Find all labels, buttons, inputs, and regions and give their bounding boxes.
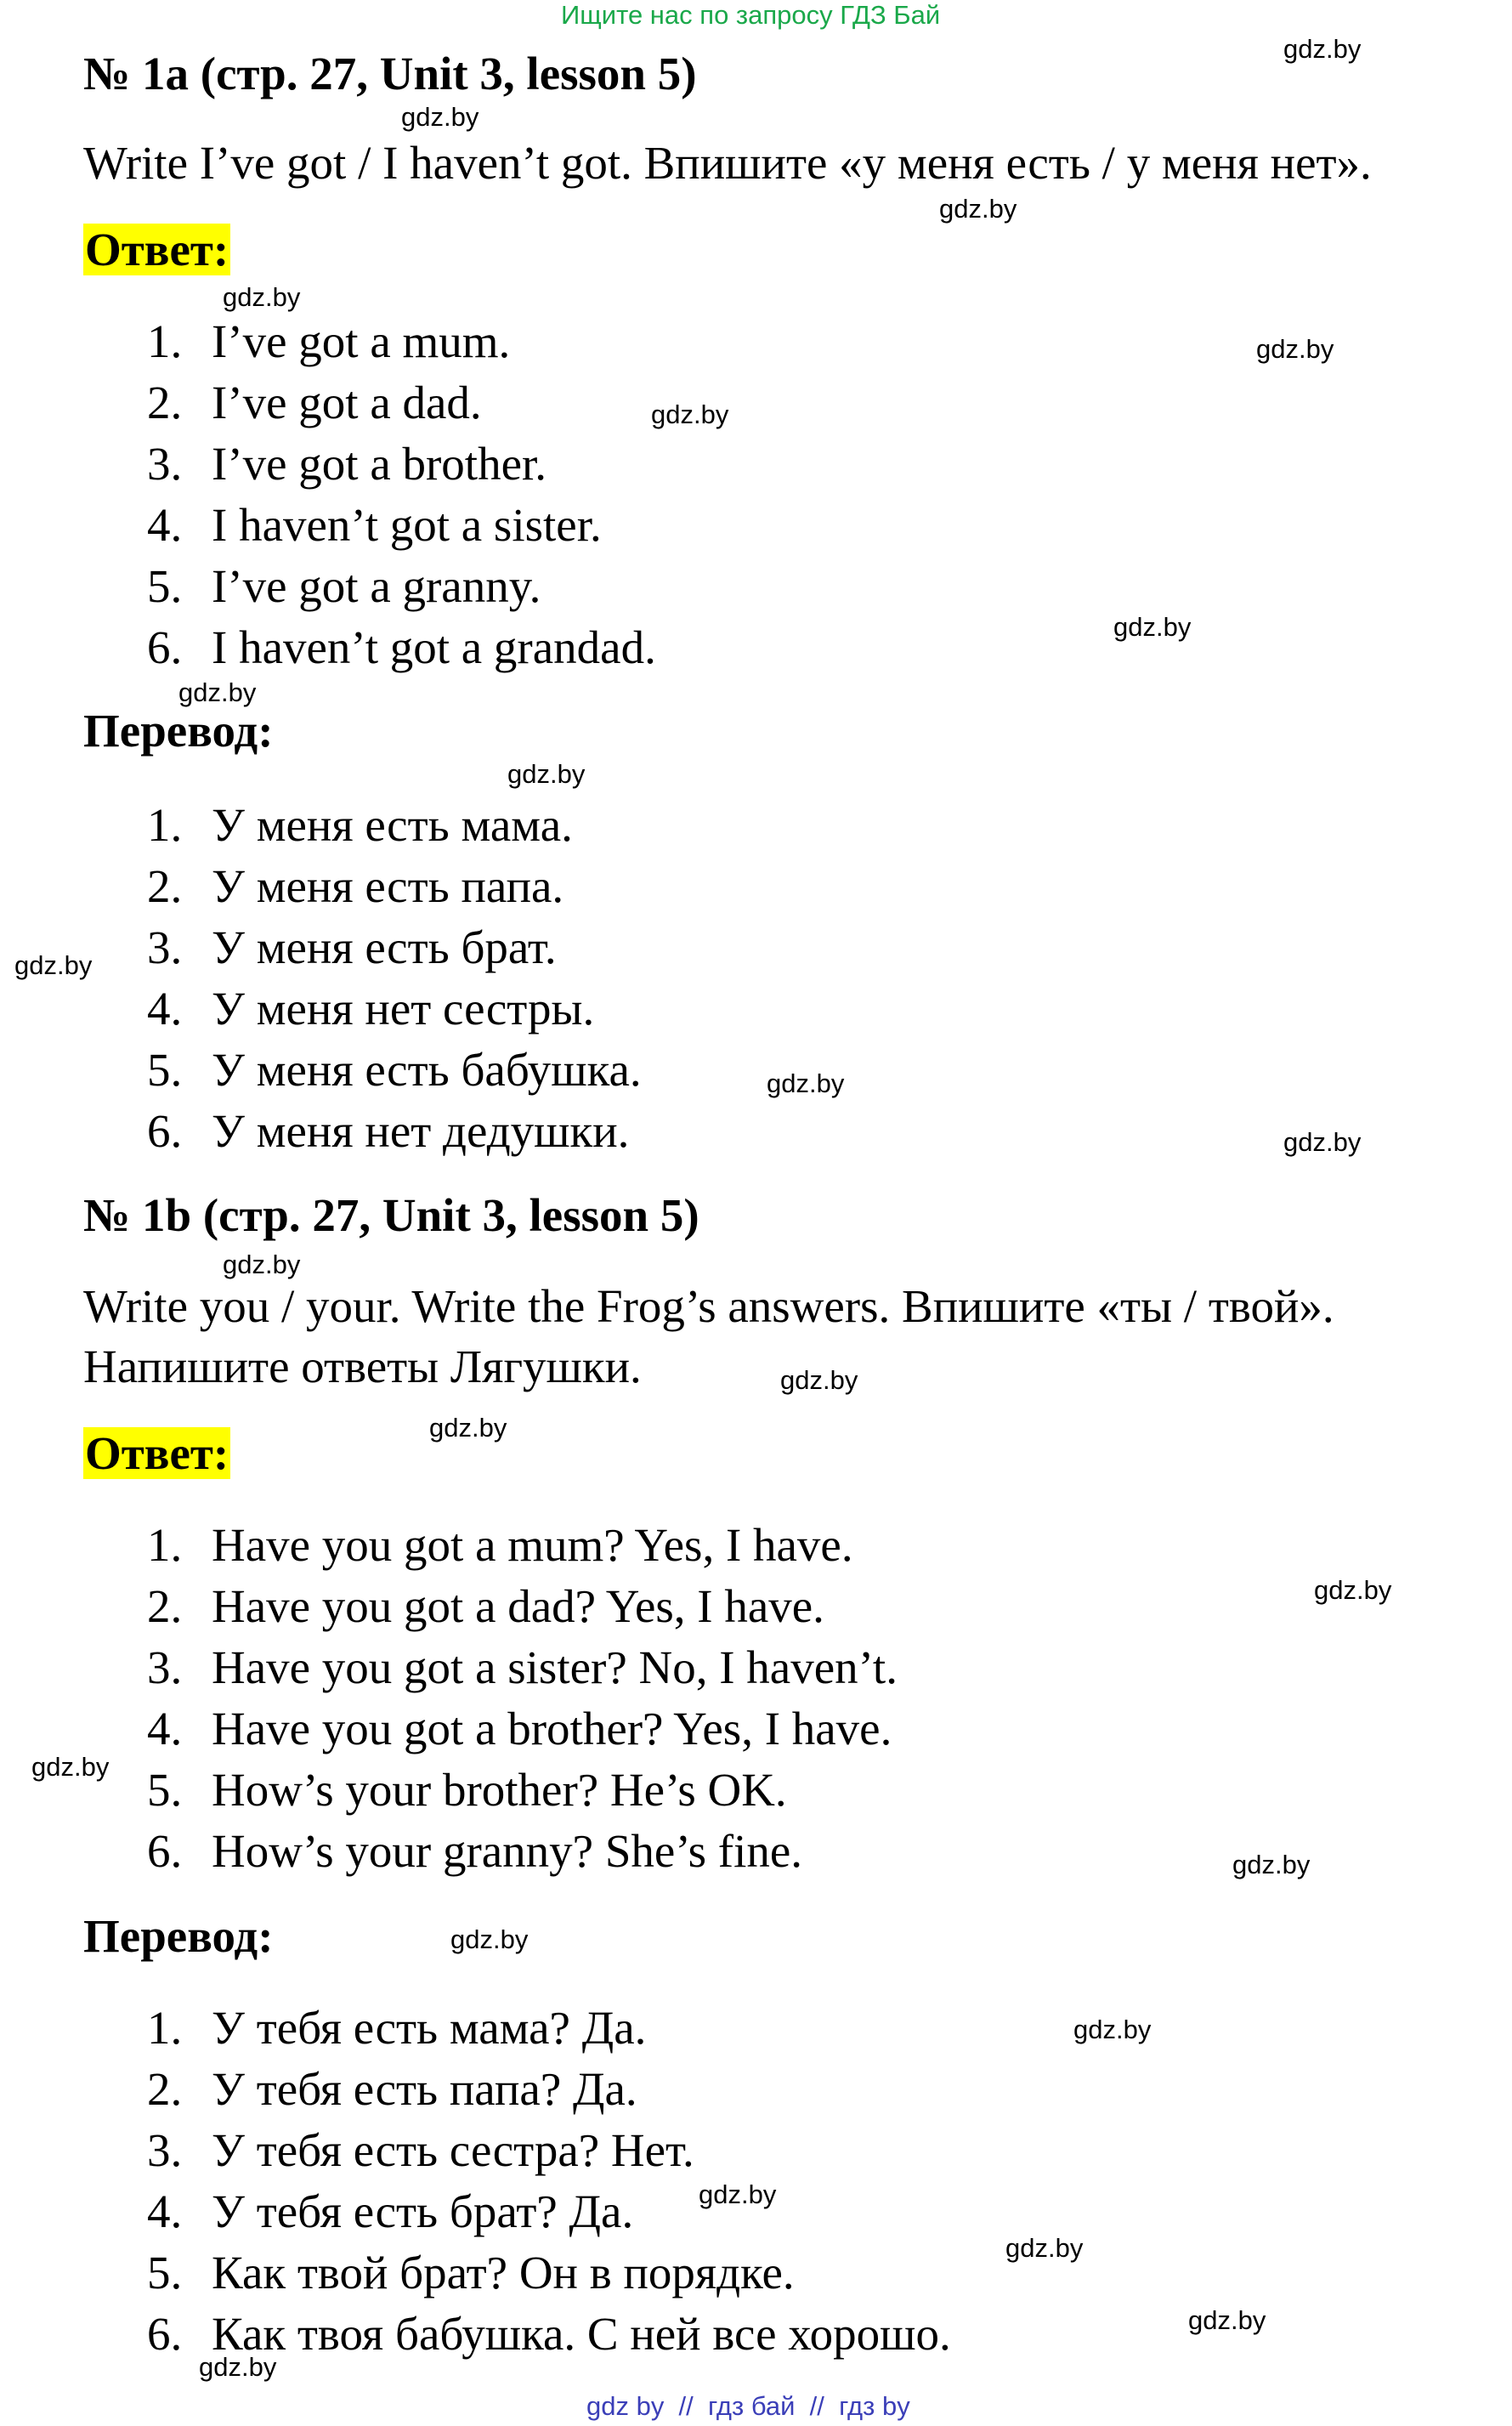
watermark: gdz.by [1113, 612, 1192, 642]
list-item: 2. I’ve got a dad. [147, 377, 482, 428]
watermark: gdz.by [1232, 1850, 1311, 1879]
watermark: gdz.by [223, 282, 301, 312]
watermark: gdz.by [401, 102, 479, 132]
watermark: gdz.by [767, 1068, 845, 1098]
watermark: gdz.by [699, 2179, 777, 2209]
watermark: gdz.by [1073, 2015, 1152, 2044]
list-item: 1. У меня есть мама. [147, 799, 573, 851]
list-item: 3. У меня есть брат. [147, 921, 557, 973]
list-item: 6. How’s your granny? She’s fine. [147, 1825, 803, 1877]
watermark: gdz.by [178, 677, 257, 707]
list-item: 3. Have you got a sister? No, I haven’t. [147, 1641, 898, 1693]
watermark: gdz.by [651, 400, 729, 429]
watermark: gdz.by [1005, 2233, 1084, 2263]
list-item: 5. У меня есть бабушка. [147, 1044, 642, 1096]
list-item: 4. Have you got a brother? Yes, I have. [147, 1703, 892, 1754]
list-item: 3. I’ve got a brother. [147, 438, 547, 490]
list-item: 4. У меня нет сестры. [147, 983, 595, 1034]
list-item: 2. У меня есть папа. [147, 860, 564, 912]
section-1b-translation-label: Перевод: [83, 1910, 274, 1962]
section-1a-answer-list [147, 311, 656, 678]
section-1b-heading: № 1b (стр. 27, Unit 3, lesson 5) [83, 1189, 699, 1241]
list-item: 5. I’ve got a granny. [147, 560, 541, 612]
section-1a-task: Write I’ve got / I haven’t got. Впишите «у меня есть / у меня нет». [83, 137, 1372, 189]
footer-banner[interactable]: gdz by // гдз бай // гдз by [586, 2391, 910, 2421]
list-item: 3. У тебя есть сестра? Нет. [147, 2124, 694, 2176]
section-1b-task-line-2: Напишите ответы Лягушки. [83, 1341, 642, 1392]
section-1b-answer-label: Ответ: [85, 1427, 229, 1479]
watermark: gdz.by [1283, 34, 1362, 64]
watermark: gdz.by [429, 1413, 507, 1443]
list-item: 1. У тебя есть мама? Да. [147, 2002, 647, 2054]
section-1b-answer-list [147, 1515, 898, 1882]
watermark: gdz.by [1256, 334, 1334, 364]
watermark: gdz.by [31, 1752, 110, 1782]
list-item: 2. У тебя есть папа? Да. [147, 2063, 637, 2115]
list-item: 6. I haven’t got a grandad. [147, 621, 656, 673]
list-item: 1. I’ve got a mum. [147, 315, 511, 367]
watermark: gdz.by [1283, 1127, 1362, 1157]
list-item: 1. Have you got a mum? Yes, I have. [147, 1519, 853, 1571]
section-1a-translation-list [147, 795, 642, 1162]
list-item: 4. I haven’t got a sister. [147, 499, 602, 551]
list-item: 6. Как твоя бабушка. С ней все хорошо. [147, 2308, 951, 2360]
watermark: gdz.by [450, 1924, 529, 1954]
list-item: 5. How’s your brother? He’s OK. [147, 1764, 787, 1816]
watermark: gdz.by [780, 1365, 858, 1395]
section-1a-answer-label: Ответ: [85, 224, 229, 275]
watermark: gdz.by [199, 2352, 277, 2382]
list-item: 2. Have you got a dad? Yes, I have. [147, 1580, 824, 1632]
watermark: gdz.by [939, 194, 1017, 224]
header-banner[interactable]: Ищите нас по запросу ГДЗ Бай [561, 0, 941, 30]
watermark: gdz.by [223, 1250, 301, 1279]
list-item: 5. Как твой брат? Он в порядке. [147, 2247, 795, 2298]
section-1a-translation-label: Перевод: [83, 705, 274, 757]
section-1b-task-line-1: Write you / your. Write the Frog’s answers. Впишите «ты / твой». [83, 1280, 1334, 1332]
watermark: gdz.by [1314, 1575, 1392, 1605]
watermark: gdz.by [14, 950, 93, 980]
watermark: gdz.by [1188, 2305, 1266, 2335]
watermark: gdz.by [507, 759, 586, 789]
section-1a-heading: № 1a (стр. 27, Unit 3, lesson 5) [83, 48, 697, 99]
list-item: 6. У меня нет дедушки. [147, 1105, 630, 1157]
section-1b-translation-list [147, 1998, 951, 2365]
list-item: 4. У тебя есть брат? Да. [147, 2185, 634, 2237]
